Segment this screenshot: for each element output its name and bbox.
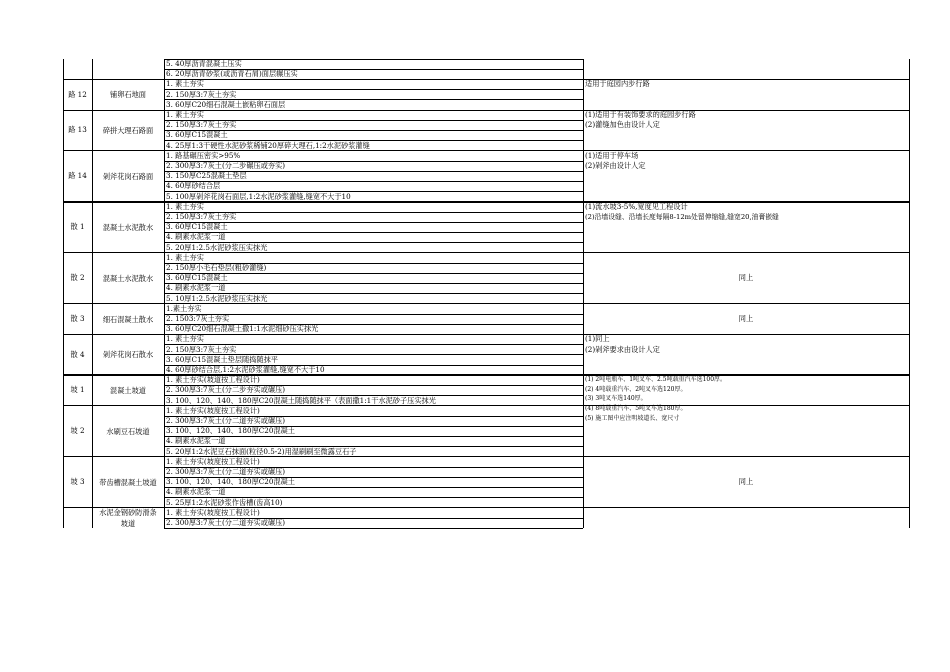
remark-divider — [583, 252, 909, 253]
step-text: 2. 150厚3:7灰土夯实 — [166, 344, 237, 354]
row-name: 碎拼大理石路面 — [102, 125, 154, 135]
step-text: 2. 300厚3:7灰土(分二道夯实或碾压) — [166, 518, 286, 527]
step-text: 2. 300厚3:7灰土(分二道夯实或碾压) — [166, 416, 286, 425]
step-text: 2. 300厚3:7灰土(分二步夯实或碾压) — [166, 385, 286, 395]
row-name — [96, 59, 160, 79]
step-text: 3. 60厚C15混凝土垫层随捣随抹平 — [166, 354, 278, 364]
remark-text: (2)灌缝加色由设计人定 — [585, 120, 660, 130]
step-text: 1. 素土夯实 — [166, 201, 204, 211]
step-text: 5. 20厚1:2水泥豆石抹面(粒径0.5-2)用湿刷刷至微露豆石子 — [166, 446, 357, 456]
step-text: 1. 素土夯实(坡度按工程设计) — [166, 405, 260, 415]
row-name: 混凝土坡道 — [110, 385, 146, 395]
row-code: 坡 1 — [70, 385, 85, 395]
row-name: 水泥金钢砂防滑条坡道 — [99, 508, 157, 528]
step-text: 4. 刷素水泥浆一道 — [166, 487, 226, 497]
step-text: 5. 40厚沥青混凝土压实 — [166, 59, 242, 68]
remark-text: (4) 8吨载重汽车、5吨叉车选180厚。 — [585, 405, 687, 412]
step-text: 4. 60厚砂结合层 — [166, 181, 221, 191]
row-name: 水刷豆石坡道 — [106, 426, 150, 436]
row-name: 细石混凝土散水 — [102, 314, 154, 324]
remark-text: (2)沿墙设缝、沿墙长度每隔8-12m处留伸缩缝,缝宽20,油膏嵌缝 — [585, 213, 779, 221]
step-text: 2. 150厚3:7灰土夯实 — [166, 212, 237, 221]
remark-divider — [583, 405, 909, 406]
remark-text: (1) 2吨电瓶车、1吨叉车、2.5吨载重汽车选100厚。 — [585, 376, 727, 384]
step-text: 2. 150厚小毛石垫层(粗砂灌缝) — [166, 263, 267, 272]
row-name: 混凝土水泥散水 — [102, 273, 154, 283]
column-border — [909, 59, 910, 528]
remark-text: 适用于庭园内步行路 — [585, 79, 650, 89]
step-text: 1. 素土夯实 — [166, 110, 204, 119]
remark-text: (3) 3吨叉车选140厚。 — [585, 395, 647, 403]
step-text: 1. 路基碾压密实>95% — [166, 150, 241, 160]
remark-divider — [583, 507, 909, 508]
step-text: 1. 素土夯实(坡道按工程设计) — [166, 375, 260, 385]
construction-spec-table — [63, 59, 909, 612]
step-text: 1. 素土夯实(坡度按工程设计) — [166, 456, 260, 466]
row-code: 散 4 — [70, 349, 85, 359]
step-text: 2. 300厚3:7灰土(分二道夯实或碾压) — [166, 467, 286, 476]
column-border — [92, 59, 93, 528]
same-as-above-note: 同上 — [738, 314, 754, 324]
column-border — [583, 59, 584, 528]
step-text: 3. 60厚C15混凝土 — [166, 273, 228, 283]
row-code: 坡 3 — [70, 477, 85, 487]
row-code: 路 12 — [68, 89, 87, 99]
step-text: 3. 60厚C15混凝土 — [166, 222, 228, 232]
step-text: 1. 素土夯实 — [166, 334, 204, 344]
remark-divider — [583, 456, 909, 457]
step-text: 2. 1503:7灰土夯实 — [166, 314, 230, 323]
step-text: 2. 150厚3:7灰土夯实 — [166, 89, 237, 99]
remark-divider — [583, 303, 909, 304]
row-name: 混凝土水泥散水 — [102, 222, 154, 232]
row-code — [63, 59, 92, 79]
step-text: 3. 60厚C15混凝土 — [166, 130, 228, 140]
column-border — [164, 59, 165, 528]
step-text: 3. 100、120、140、180厚C20混凝土 — [166, 426, 295, 436]
row-code: 散 2 — [70, 273, 85, 283]
row-code: 路 14 — [68, 171, 87, 181]
step-text: 5. 100厚剁斧花岗石面层,1:2水泥砂浆灌缝,缝宽不大于10 — [166, 191, 351, 201]
remark-text: (1)流水坡3-5%,宽度见工程设计 — [585, 201, 688, 211]
step-row-line — [164, 528, 583, 529]
row-name: 剁斧花岗石散水 — [102, 350, 154, 360]
remark-text: (2)剁斧要求由设计人定 — [585, 344, 660, 354]
row-code: 坡 2 — [70, 426, 85, 436]
step-text: 3. 60厚C20细石混凝土嵌粘卵石面层 — [166, 99, 286, 109]
step-text: 2. 150厚3:7灰土夯实 — [166, 120, 237, 130]
step-text: 4. 25厚1:3干硬性水泥砂浆稀铺20厚碎大理石,1:2水泥砂浆灌缝 — [166, 140, 370, 150]
step-text: 1. 素土夯实 — [166, 79, 204, 89]
step-text: 2. 300厚3:7灰土(分二步碾压或夯实) — [166, 161, 286, 170]
step-text: 3. 100、120、140、180厚C20混凝土随捣随抹平（表面撒1:1干水泥砂子压实抹光 — [166, 395, 436, 405]
remark-text: (2) 4吨载重汽车、2吨叉车选120厚。 — [585, 385, 687, 393]
row-name: 剁斧花岗石路面 — [102, 171, 154, 181]
step-text: 4. 刷素水泥浆一道 — [166, 436, 226, 446]
step-text: 5. 25厚1:2水泥砂浆作齿槽(齿高10) — [166, 497, 283, 507]
row-name: 铺卵石地面 — [110, 90, 146, 100]
remark-text: (2)剁斧由设计人定 — [585, 161, 646, 170]
step-text: 1.素土夯实 — [166, 303, 202, 313]
column-border — [63, 59, 64, 528]
row-code: 散 1 — [70, 222, 85, 232]
step-text: 1. 素土夯实 — [166, 252, 204, 262]
remark-text: (1)同上 — [585, 334, 610, 344]
step-text: 4. 60厚砂结合层,1:2水泥砂浆灌缝,缝宽不大于10 — [166, 365, 325, 374]
step-text: 6. 20厚沥青砂浆(或沥青石屑)面层辗压实 — [166, 69, 298, 79]
remark-text: (1)适用于有装饰要求的庭园步行路 — [585, 110, 696, 119]
step-text: 5. 10厚1:2.5水泥砂浆压实抹光 — [166, 293, 268, 303]
remark-text: (5) 施工图中应注明坡道长、宽尺寸 — [585, 414, 680, 422]
remark-text: (1)适用于停车场 — [585, 150, 639, 160]
step-text: 3. 60厚C20细石混凝土撒1:1水泥细砂压实抹光 — [166, 324, 319, 334]
step-text: 1. 素土夯实(坡度按工程设计) — [166, 507, 260, 517]
step-text: 5. 20厚1:2.5水泥砂浆压实抹光 — [166, 242, 268, 252]
same-as-above-note: 同上 — [738, 273, 754, 283]
step-text: 4. 刷素水泥浆一道 — [166, 283, 226, 293]
step-text: 4. 刷素水泥浆一道 — [166, 232, 226, 242]
row-code: 路 13 — [68, 125, 87, 135]
row-code — [63, 508, 92, 528]
row-code: 散 3 — [70, 314, 85, 324]
step-text: 3. 150厚C25混凝土垫层 — [166, 171, 247, 181]
same-as-above-note: 同上 — [738, 477, 754, 487]
step-text: 3. 100、120、140、180厚C20混凝土 — [166, 477, 295, 487]
row-name: 带齿槽混凝土坡道 — [99, 477, 157, 487]
